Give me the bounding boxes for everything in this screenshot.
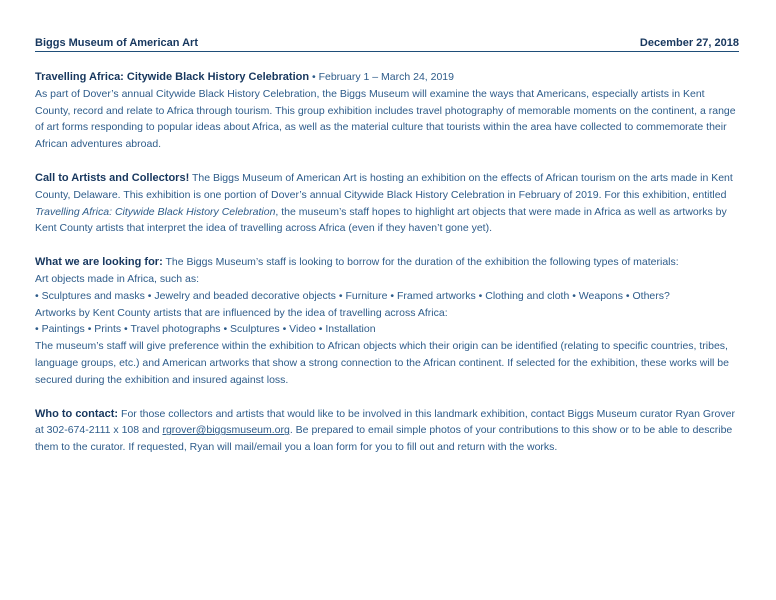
exhibition-description: As part of Dover’s annual Citywide Black History Celebration, the Biggs Museum will examine the ways that Americans, especially artists in Kent County, record and relate to Africa through tourism. This group exhibition includes travel photography of memorable moments on the continent, a range of art forms responding to popular ideas about Africa, as well as the material culture that tourists within the area have collected to commemorate their African adventures abroad. xyxy=(35,87,736,151)
call-exhibition-title: Travelling Africa: Citywide Black History Celebration xyxy=(35,205,276,218)
preference-statement: The museum’s staff will give preference within the exhibition to African objects which their origin can be identified (relating to specific countries, tribes, language groups, etc.) and American artworks that show a strong connection to the African continent. If selected for the exhibition, these works will be secured during the exhibition and insured against loss. xyxy=(35,340,729,386)
looking-for-title: What we are looking for: xyxy=(35,256,163,269)
looking-for-intro: The Biggs Museum’s staff is looking to borrow for the duration of the exhibition the following types of materials: xyxy=(162,256,679,269)
document-date: December 27, 2018 xyxy=(639,37,739,49)
call-paragraph xyxy=(35,170,739,237)
africa-objects-heading: Art objects made in Africa, such as: xyxy=(35,272,199,285)
organization-name: Biggs Museum of American Art xyxy=(35,37,198,49)
call-title: Call to Artists and Collectors! xyxy=(35,171,190,184)
document-page xyxy=(35,36,739,456)
contact-body-part1: For those collectors and artists that would like to be involved in this landmark exhibition, contact Biggs Museum curator Ryan Grover at 302-674-2111 x 108 and xyxy=(35,407,735,437)
letterhead xyxy=(35,36,739,52)
africa-objects-list: • Sculptures and masks • Jewelry and beaded decorative objects • Furniture • Framed artworks • Clothing and cloth • Weapons • Others? xyxy=(35,289,670,302)
call-body-part1: The Biggs Museum of American Art is hosting an exhibition on the effects of African tourism on the arts made in Kent County, Delaware. This exhibition is one portion of Dover’s annual Citywide Black History Celebration in February of 2019. For this exhibition, entitled xyxy=(35,171,733,201)
looking-for-intro-line xyxy=(35,254,739,271)
contact-title: Who to contact: xyxy=(35,407,119,420)
exhibition-section xyxy=(35,69,739,153)
contact-paragraph xyxy=(35,406,739,456)
contact-body-part2: . Be prepared to email simple photos of your contributions to this show or to be able to describe them to the curator. If requested, Ryan will mail/email you a loan form for you to fill out and return with the works. xyxy=(35,424,733,454)
looking-for-section xyxy=(35,254,739,388)
call-section xyxy=(35,170,739,237)
kent-artworks-heading: Artworks by Kent County artists that are influenced by the idea of travelling across Africa: xyxy=(35,306,448,319)
title-separator: • xyxy=(309,71,319,83)
call-body-part2: , the museum’s staff hopes to highlight art objects that were made in Africa as well as artworks by Kent County artists that interpret the idea of travelling across Africa (even if they haven’t gone yet). xyxy=(35,205,727,235)
exhibition-title: Travelling Africa: Citywide Black History Celebration xyxy=(35,71,310,83)
exhibition-dates: February 1 – March 24, 2019 xyxy=(318,71,454,83)
exhibition-heading-line xyxy=(35,69,739,86)
curator-email-link[interactable]: rgrover@biggsmuseum.org xyxy=(162,424,290,437)
kent-artworks-list: • Paintings • Prints • Travel photographs • Sculptures • Video • Installation xyxy=(35,323,376,336)
contact-section xyxy=(35,406,739,456)
